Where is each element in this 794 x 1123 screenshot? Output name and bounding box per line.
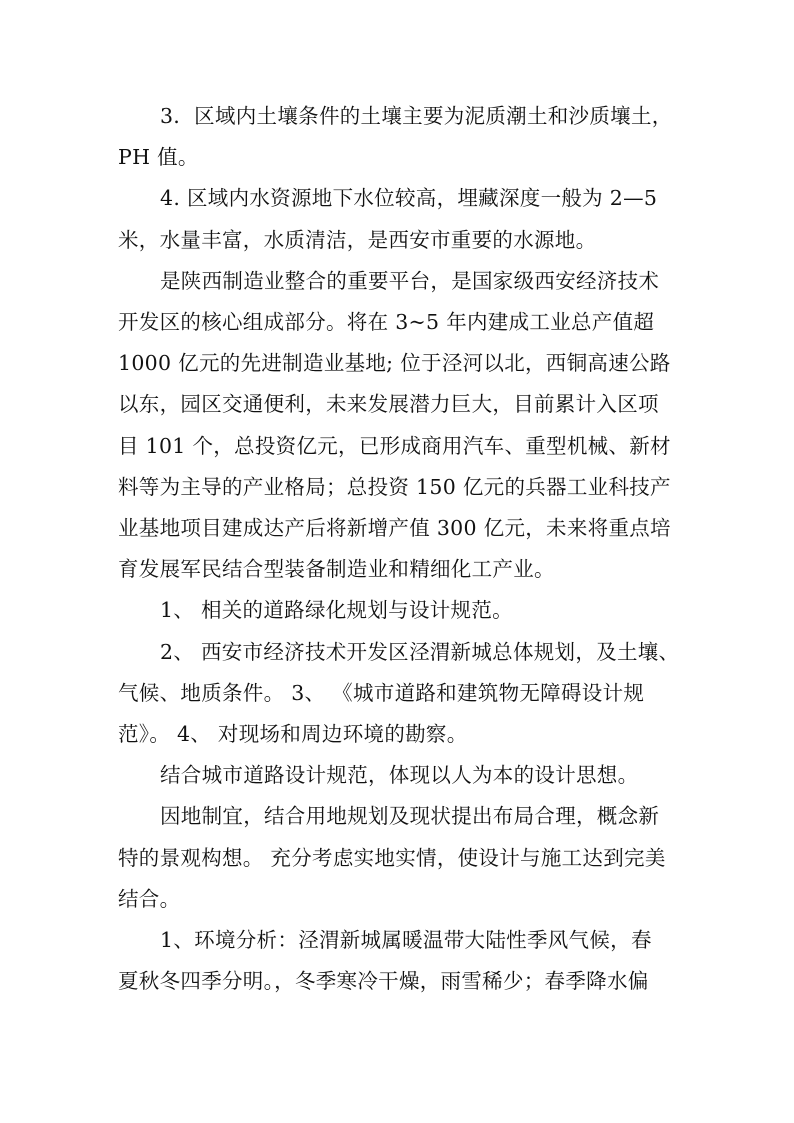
text-line: 结合城市道路设计规范，体现以人为本的设计思想。 — [160, 763, 639, 788]
paragraph-basis-items-2-4 — [118, 632, 683, 756]
document-body — [118, 96, 683, 1002]
text-line: 开发区的核心组成部分。将在 3~5 年内建成工业总产值超 — [118, 310, 655, 335]
text-line: PH 值。 — [118, 145, 199, 170]
text-line: 范》。 4、 对现场和周边环境的勘察。 — [118, 722, 468, 747]
text-line: 夏秋冬四季分明。，冬季寒冷干燥，雨雪稀少；春季降水偏 — [118, 969, 649, 994]
text-line: 业基地项目建成达产后将新增产值 300 亿元，未来将重点培 — [118, 516, 671, 541]
text-line: 3．区域内土壤条件的土壤主要为泥质潮土和沙质壤土， — [160, 104, 673, 128]
text-line: 气候、地质条件。 3、 《城市道路和建筑物无障碍设计规 — [118, 680, 645, 705]
paragraph-manufacturing-platform — [118, 261, 683, 591]
text-line: 2、 西安市经济技术开发区泾渭新城总体规划，及土壤、 — [160, 639, 680, 664]
paragraph-water-resources — [118, 178, 683, 260]
text-line: 特的景观构想。 充分考虑实地实情，使设计与施工达到完美 — [118, 845, 666, 870]
text-line: 是陕西制造业整合的重要平台，是国家级西安经济技术 — [160, 268, 660, 293]
text-line: 育发展军民结合型装备制造业和精细化工产业。 — [118, 557, 555, 582]
paragraph-design-principle-2 — [118, 796, 683, 920]
paragraph-soil-conditions — [118, 96, 683, 178]
paragraph-design-principle-1 — [118, 755, 683, 796]
text-line: 目 101 个，总投资亿元，已形成商用汽车、重型机械、新材 — [118, 433, 671, 458]
text-line: 以东，园区交通便利，未来发展潜力巨大，目前累计入区项 — [118, 392, 659, 417]
paragraph-basis-item-1 — [118, 590, 683, 631]
text-line: 1、 相关的道路绿化规划与设计规范。 — [160, 598, 513, 623]
text-line: 结合。 — [118, 886, 181, 911]
text-line: 4. 区域内水资源地下水位较高，埋藏深度一般为 2—5 — [160, 186, 658, 211]
text-line: 1000 亿元的先进制造业基地; 位于泾河以北，西铜高速公路 — [118, 351, 671, 376]
text-line: 因地制宜，结合用地规划及现状提出布局合理，概念新 — [160, 804, 660, 829]
text-line: 1、环境分析：泾渭新城属暖温带大陆性季风气候，春 — [160, 928, 652, 953]
text-line: 料等为主导的产业格局；总投资 150 亿元的兵器工业科技产 — [118, 474, 671, 499]
text-line: 米，水量丰富，水质清洁，是西安市重要的水源地。 — [118, 227, 597, 252]
paragraph-environment-analysis — [118, 920, 683, 1002]
